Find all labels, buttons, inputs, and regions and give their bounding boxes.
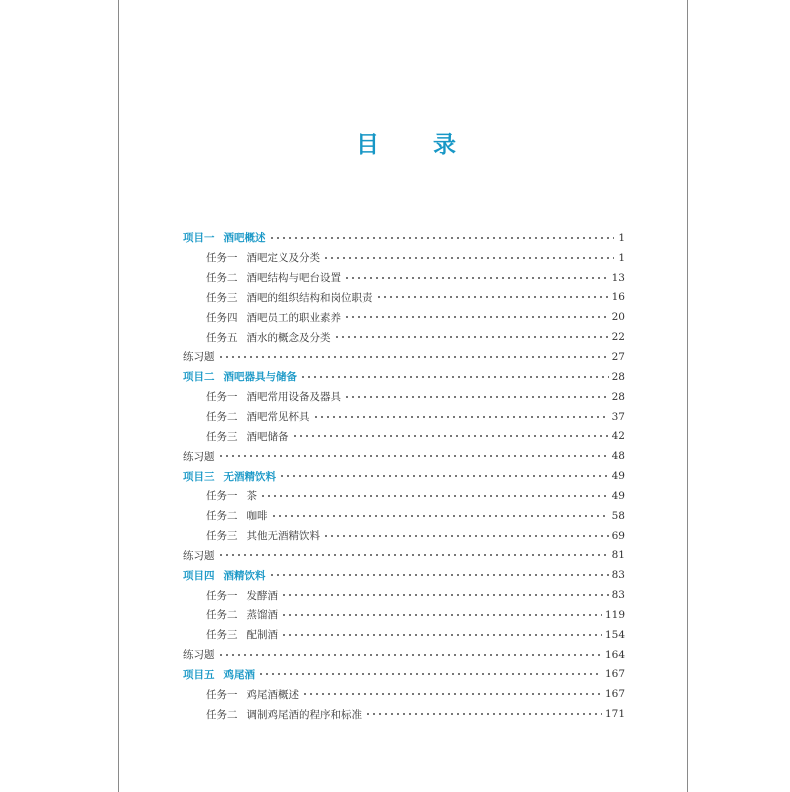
toc-page-number: 48	[611, 450, 625, 463]
toc-entry-number: 任务二	[206, 609, 238, 622]
toc-entry-number: 任务二	[206, 708, 238, 721]
toc-page-number: 22	[611, 331, 625, 344]
toc-page-number: 28	[611, 390, 625, 403]
dot-leader	[260, 492, 609, 500]
toc-project-row[interactable]	[183, 228, 625, 248]
dot-leader	[344, 313, 609, 321]
toc-entry-number: 任务一	[206, 688, 238, 701]
toc-page-number: 42	[611, 430, 625, 443]
toc-page-number: 164	[604, 648, 625, 661]
toc-page-number: 119	[604, 608, 625, 621]
toc-task-row[interactable]	[183, 585, 625, 605]
toc-page-number: 1	[618, 231, 625, 244]
toc-entry-number: 项目二	[183, 371, 215, 384]
toc-entry-title: 调制鸡尾酒的程序和标准	[246, 708, 362, 721]
toc-page-number: 16	[611, 291, 625, 304]
dot-leader	[281, 591, 609, 599]
dot-leader	[258, 670, 602, 678]
toc-entry-title: 鸡尾酒概述	[246, 688, 299, 701]
toc-entry-title: 练习题	[183, 649, 215, 662]
toc-entry-title: 茶	[246, 490, 257, 503]
toc-entry-number: 任务二	[206, 272, 238, 285]
dot-leader	[376, 293, 609, 301]
title-char-1: 目	[356, 130, 379, 158]
toc-page-number: 83	[611, 569, 625, 582]
toc-entry-title: 酒精饮料	[223, 569, 266, 582]
toc-entry-title: 练习题	[183, 351, 215, 364]
toc-page-number: 154	[604, 628, 625, 641]
toc-page-number: 49	[611, 470, 625, 483]
toc-page-number: 81	[611, 549, 625, 562]
toc-entry-title: 练习题	[183, 450, 215, 463]
toc-task-row[interactable]	[183, 387, 625, 407]
toc-entry-title: 咖啡	[246, 510, 268, 523]
table-of-contents	[183, 228, 625, 724]
toc-entry-title: 酒水的概念及分类	[246, 331, 331, 344]
toc-entry-title: 鸡尾酒	[223, 668, 255, 681]
dot-leader	[300, 373, 609, 381]
title-char-2: 录	[433, 130, 456, 158]
toc-task-row[interactable]	[183, 268, 625, 288]
toc-task-row[interactable]	[183, 684, 625, 704]
dot-leader	[323, 254, 614, 262]
toc-entry-number: 任务三	[206, 629, 238, 642]
dot-leader	[279, 472, 609, 480]
toc-task-row[interactable]	[183, 526, 625, 546]
toc-task-row[interactable]	[183, 288, 625, 308]
toc-entry-number: 项目一	[183, 232, 215, 245]
toc-task-row[interactable]	[183, 407, 625, 427]
dot-leader	[302, 690, 602, 698]
toc-exercise-row[interactable]	[183, 645, 625, 665]
toc-task-row[interactable]	[183, 426, 625, 446]
toc-entry-number: 任务四	[206, 311, 238, 324]
toc-entry-number: 任务三	[206, 430, 238, 443]
dot-leader	[218, 551, 609, 559]
toc-page-number: 58	[611, 509, 625, 522]
toc-page-number: 69	[611, 529, 625, 542]
toc-entry-title: 酒吧常用设备及器具	[246, 391, 341, 404]
toc-entry-number: 任务一	[206, 589, 238, 602]
dot-leader	[269, 234, 615, 242]
dot-leader	[344, 393, 609, 401]
toc-page-number: 37	[611, 410, 625, 423]
dot-leader	[344, 274, 609, 282]
toc-project-row[interactable]	[183, 466, 625, 486]
toc-entry-title: 酒吧结构与吧台设置	[246, 272, 341, 285]
toc-exercise-row[interactable]	[183, 347, 625, 367]
toc-task-row[interactable]	[183, 625, 625, 645]
toc-page-number: 167	[604, 688, 625, 701]
toc-entry-title: 酒吧储备	[246, 430, 289, 443]
toc-task-row[interactable]	[183, 486, 625, 506]
dot-leader	[313, 413, 609, 421]
dot-leader	[281, 631, 602, 639]
toc-entry-number: 任务二	[206, 510, 238, 523]
toc-entry-title: 酒吧的组织结构和岗位职责	[246, 291, 373, 304]
toc-project-row[interactable]	[183, 565, 625, 585]
toc-project-row[interactable]	[183, 665, 625, 685]
toc-entry-number: 任务一	[206, 252, 238, 265]
dot-leader	[281, 611, 602, 619]
toc-entry-title: 酒吧器具与储备	[223, 371, 297, 384]
toc-entry-number: 任务三	[206, 530, 238, 543]
toc-entry-number: 任务一	[206, 490, 238, 503]
toc-entry-number: 项目四	[183, 569, 215, 582]
toc-entry-title: 配制酒	[246, 629, 278, 642]
toc-entry-title: 无酒精饮料	[223, 470, 276, 483]
toc-exercise-row[interactable]	[183, 446, 625, 466]
toc-page-number: 13	[611, 271, 625, 284]
toc-entry-title: 酒吧定义及分类	[246, 252, 320, 265]
toc-task-row[interactable]	[183, 307, 625, 327]
toc-task-row[interactable]	[183, 327, 625, 347]
toc-entry-title: 酒吧员工的职业素养	[246, 311, 341, 324]
toc-page-number: 27	[611, 350, 625, 363]
dot-leader	[218, 452, 609, 460]
toc-entry-number: 项目三	[183, 470, 215, 483]
toc-entry-title: 酒吧概述	[223, 232, 266, 245]
toc-project-row[interactable]	[183, 367, 625, 387]
toc-task-row[interactable]	[183, 704, 625, 724]
toc-task-row[interactable]	[183, 506, 625, 526]
toc-exercise-row[interactable]	[183, 546, 625, 566]
toc-page-number: 28	[611, 370, 625, 383]
toc-entry-title: 其他无酒精饮料	[246, 530, 320, 543]
dot-leader	[218, 353, 609, 361]
page-title	[356, 125, 456, 159]
toc-entry-title: 发酵酒	[246, 589, 278, 602]
toc-entry-title: 蒸馏酒	[246, 609, 278, 622]
toc-task-row[interactable]	[183, 605, 625, 625]
toc-entry-number: 任务三	[206, 291, 238, 304]
dot-leader	[292, 432, 609, 440]
toc-page-number: 167	[604, 668, 625, 681]
dot-leader	[365, 710, 602, 718]
dot-leader	[323, 532, 609, 540]
toc-page-number: 20	[611, 311, 625, 324]
dot-leader	[271, 512, 609, 520]
toc-entry-number: 任务二	[206, 411, 238, 424]
toc-page-number: 1	[618, 251, 625, 264]
toc-task-row[interactable]	[183, 248, 625, 268]
dot-leader	[334, 333, 609, 341]
toc-entry-number: 项目五	[183, 668, 215, 681]
dot-leader	[218, 651, 602, 659]
toc-entry-title: 酒吧常见杯具	[246, 411, 310, 424]
toc-entry-number: 任务五	[206, 331, 238, 344]
dot-leader	[269, 571, 609, 579]
toc-entry-title: 练习题	[183, 549, 215, 562]
toc-page-number: 49	[611, 489, 625, 502]
toc-entry-number: 任务一	[206, 391, 238, 404]
toc-page-number: 83	[611, 589, 625, 602]
toc-page-number: 171	[604, 708, 625, 721]
